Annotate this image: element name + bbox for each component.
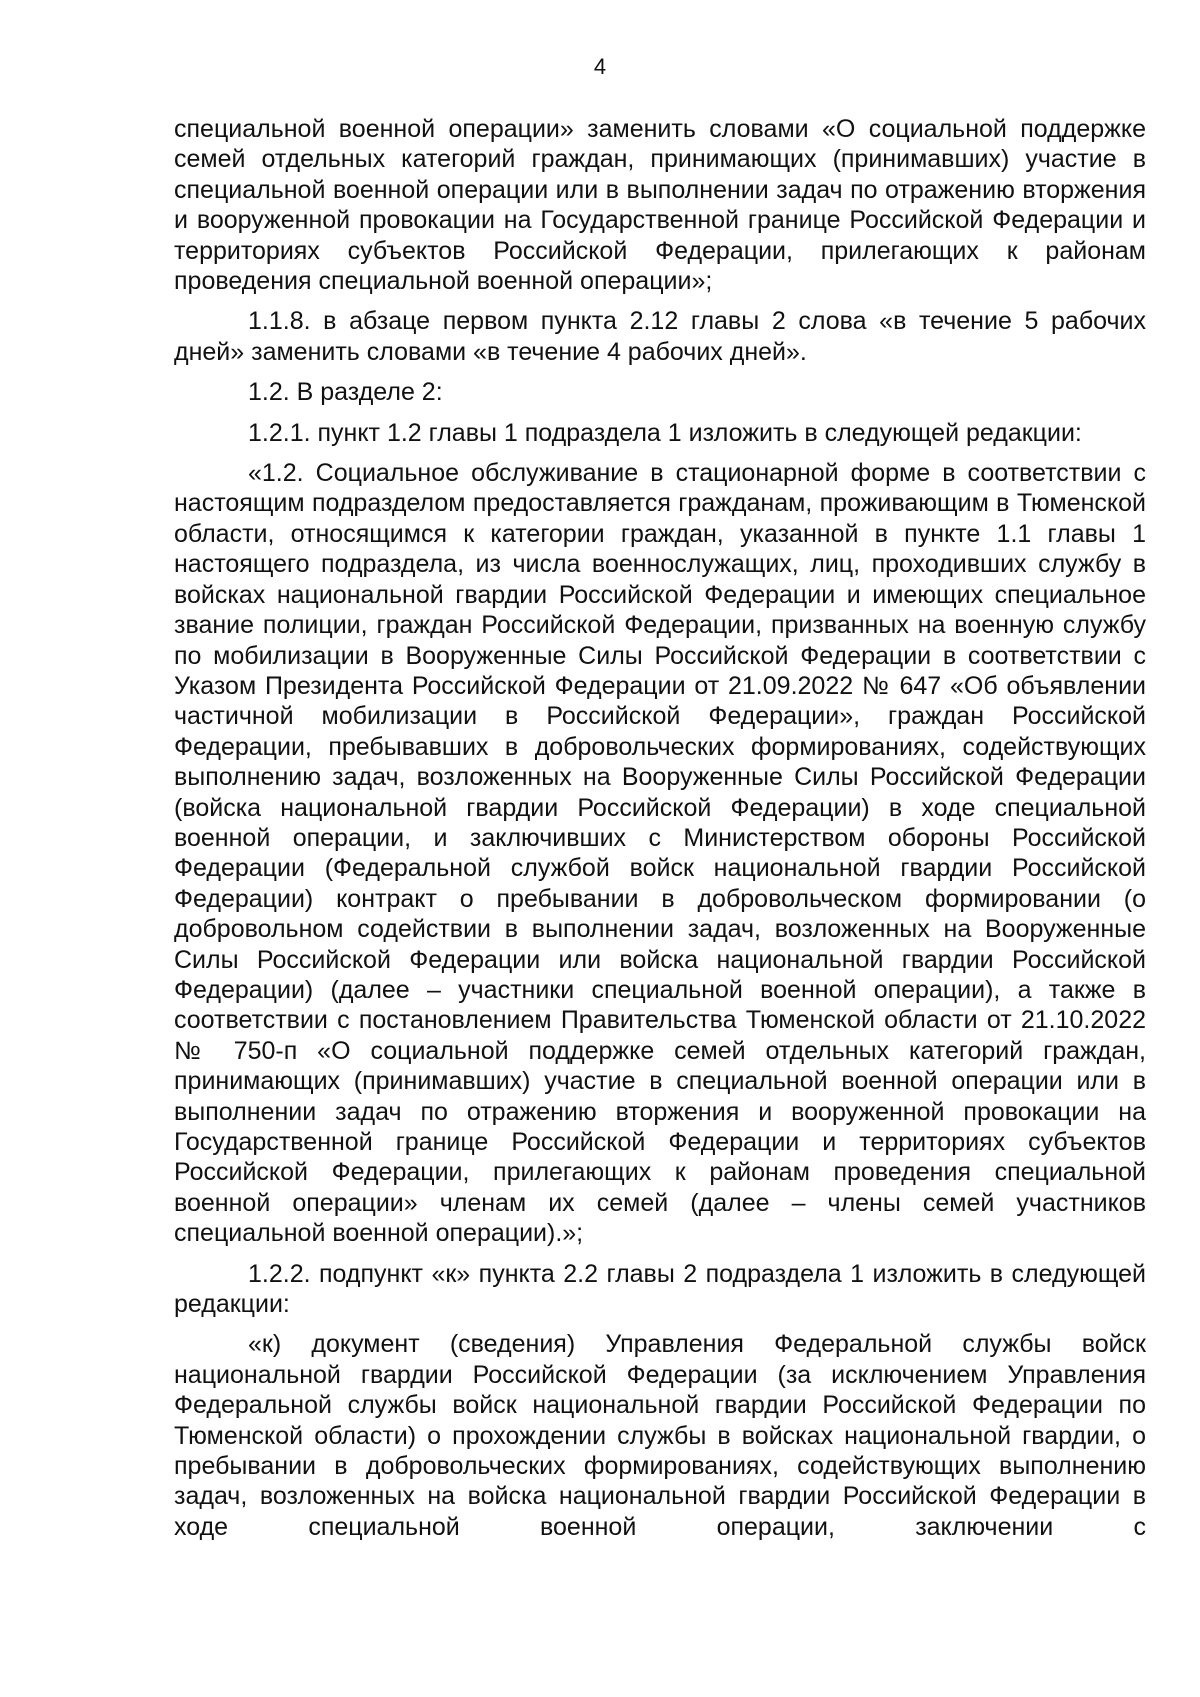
paragraph-1-2-1: 1.2.1. пункт 1.2 главы 1 подраздела 1 изложить в следующей редакции:	[248, 418, 1082, 447]
paragraph-1-2-2: 1.2.2. подпункт «к» пункта 2.2 главы 2 подраздела 1 изложить в следующей редакции:	[174, 1259, 1146, 1319]
page-number: 4	[593, 54, 607, 79]
document-body	[174, 114, 1146, 1542]
paragraph-quoted-k: «к) документ (сведения) Управления Федеральной службы войск национальной гвардии Российской Федерации (за исключением Управления Федеральной службы войск национальной гвардии Российской Федерации по Тюменской области) о прохождении службы в войсках национальной гвардии, о пребывании в добровольческих формированиях, содействующих выполнению задач, возложенных на войска национальной гвардии Российской Федерации в ходе специальной военной операции, заключении с	[174, 1330, 1146, 1541]
paragraph-1-2: 1.2. В разделе 2:	[248, 378, 443, 407]
paragraph-continuation: специальной военной операции» заменить словами «О социальной поддержке семей отдельных категорий граждан, принимающих (принимавших) участие в специальной военной операции или в выполнении задач по отражению вторжения и вооруженной провокации на Государственной границе Российской Федерации и территориях субъектов Российской Федерации, прилегающих к районам проведения специальной военной операции»;	[174, 115, 1146, 296]
paragraph-quoted-1-2: «1.2. Социальное обслуживание в стационарной форме в соответствии с настоящим подразделом предоставляется гражданам, проживающим в Тюменской области, относящимся к категории граждан, указанной в пункте 1.1 главы 1 настоящего подраздела, из числа военнослужащих, лиц, проходивших службу в войсках национальной гвардии Российской Федерации и имеющих специальное звание полиции, граждан Российской Федерации, призванных на военную службу по мобилизации в Вооруженные Силы Российской Федерации в соответствии с Указом Президента Российской Федерации от 21.09.2022 № 647 «Об объявлении частичной мобилизации в Российской Федерации», граждан Российской Федерации, пребывавших в добровольческих формированиях, содействующих выполнению задач, возложенных на Вооруженные Силы Российской Федерации (войска национальной гвардии Российской Федерации) в ходе специальной военной операции, и заключивших с Министерством обороны Российской Федерации (Федеральной службой войск национальной гвардии Российской Федерации) контракт о пребывании в добровольческом формировании (о добровольном содействии в выполнении задач, возложенных на Вооруженные Силы Российской Федерации или войска национальной гвардии Российской Федерации) (далее – участники специальной военной операции), а также в соответствии с постановлением Правительства Тюменской области от 21.10.2022 № 750-п «О социальной поддержке семей отдельных категорий граждан, принимающих (принимавших) участие в специальной военной операции или в выполнении задач по отражению вторжения и вооруженной провокации на Государственной границе Российской Федерации и территориях субъектов Российской Федерации, прилегающих к районам проведения специальной военной операции» членам их семей (далее – члены семей участников специальной военной операции).»;	[174, 459, 1146, 1248]
paragraph-1-1-8: 1.1.8. в абзаце первом пункта 2.12 главы 2 слова «в течение 5 рабочих дней» заменить словами «в течение 4 рабочих дней».	[174, 307, 1146, 366]
